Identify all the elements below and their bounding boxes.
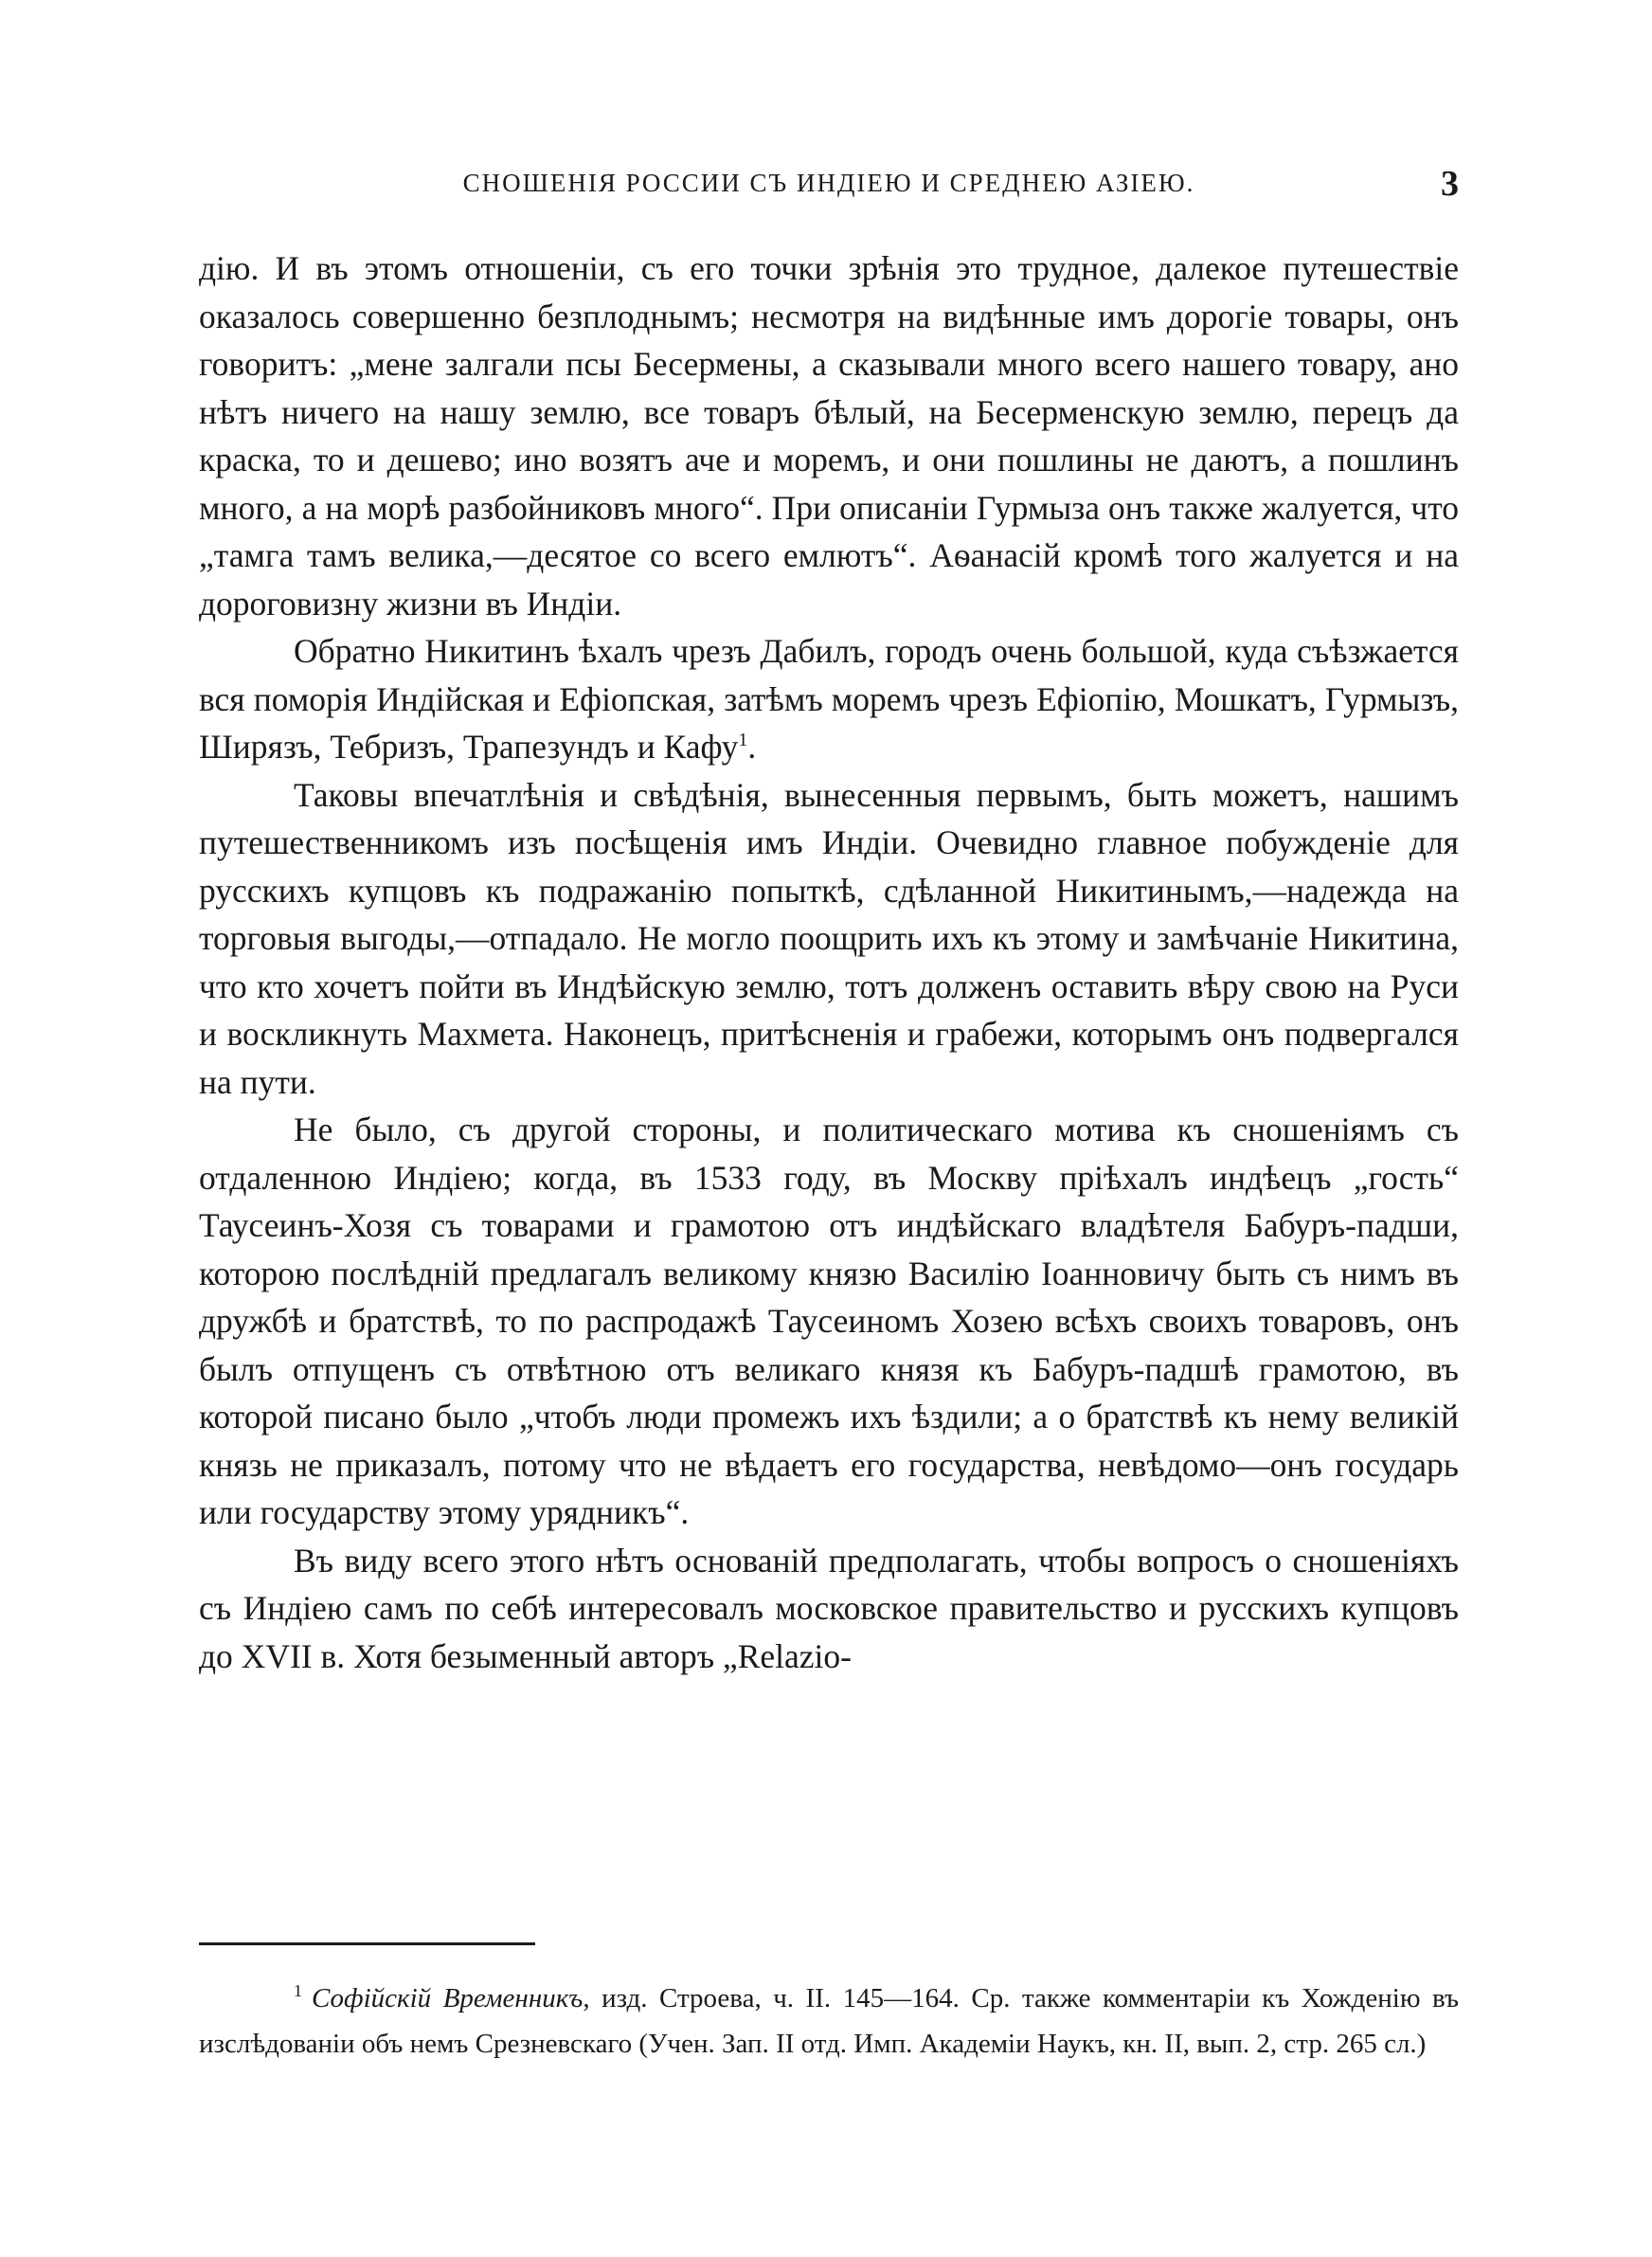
page-number: 3 (1441, 164, 1459, 204)
paragraph (199, 1106, 1459, 1537)
footnote-source-title: Софійскій Временникъ (312, 1983, 584, 2013)
paragraph-text: дію. И въ этомъ отношеніи, съ его точки зрѣнія это трудное, далекое путешествіе оказалось совершенно безплоднымъ; несмотря на видѣнные имъ дорогіе товары, онъ говоритъ: „мене залгали псы Бесермены, а сказывали много всего нашего товару, ано нѣтъ ничего на нашу землю, все товаръ бѣлый, на Бесерменскую землю, перецъ да краска, то и дешево; ино возятъ аче и моремъ, и они пошлины не даютъ, а пошлинъ много, а на морѣ разбойниковъ много“. При описаніи Гурмыза онъ также жалуется, что „тамга тамъ велика,—десятое со всего емлютъ“. Аѳанасій кромѣ того жалуется и на дороговизну жизни въ Индіи. (199, 249, 1459, 623)
page-header (199, 164, 1459, 216)
footnote-reference: 1 (738, 730, 748, 751)
footnote (199, 1976, 1459, 2067)
body-text (199, 244, 1459, 1680)
paragraph-text: Не было, съ другой стороны, и политическаго мотива къ сношеніямъ съ отдаленною Индіею; когда, въ 1533 году, въ Москву пріѣхалъ индѣецъ „гость“ Таусеинъ-Хозя съ товарами и грамотою отъ индѣйскаго владѣтеля Бабуръ-падши, которою послѣдній предлагалъ великому князю Василію Іоанновичу быть съ нимъ въ дружбѣ и братствѣ, то по распродажѣ Таусеиномъ Хозею всѣхъ своихъ товаровъ, онъ былъ отпущенъ съ отвѣтною отъ великаго князя къ Бабуръ-падшѣ грамотою, въ которой писано было „чтобъ люди промежъ ихъ ѣздили; а о братствѣ къ нему великій князь не приказалъ, потому что не вѣдаетъ его государства, невѣдомо—онъ государь или государству этому урядникъ“. (199, 1110, 1459, 1531)
footnotes (199, 1976, 1459, 2067)
paragraph-continued (199, 244, 1459, 627)
document-page (199, 0, 1459, 2257)
paragraph-text: Таковы впечатлѣнія и свѣдѣнія, вынесенныя первымъ, быть можетъ, нашимъ путешественникомъ изъ посѣщенія имъ Индіи. Очевидно главное побужденіе для русскихъ купцовъ къ подражанію попыткѣ, сдѣланной Никитинымъ,—надежда на торговыя выгоды,—отпадало. Не могло поощрить ихъ къ этому и замѣчаніе Никитина, что кто хочетъ пойти въ Индѣйскую землю, тотъ долженъ оставить вѣру свою на Руси и воскликнуть Махмета. Наконецъ, притѣсненія и грабежи, которымъ онъ подвергался на пути. (199, 775, 1459, 1101)
paragraph-text: Обратно Никитинъ ѣхалъ чрезъ Дабилъ, городъ очень большой, куда съѣзжается вся поморія Индійская и Ефіопская, затѣмъ моремъ чрезъ Ефіопію, Мошкатъ, Гурмызъ, Ширязъ, Тебризъ, Трапезундъ и Кафу (199, 632, 1459, 766)
running-title: СНОШЕНІЯ РОССИИ СЪ ИНДІЕЮ И СРЕДНЕЮ АЗІЕЮ. (462, 169, 1195, 197)
paragraph (199, 1537, 1459, 1681)
footnote-mark: 1 (294, 1981, 302, 2001)
paragraph (199, 771, 1459, 1107)
footnote-text: , изд. Строева, ч. II. 145—164. Ср. также комментаріи къ Хожденію въ изслѣдованіи объ немъ Срезневскаго (Учен. Зап. II отд. Имп. Академіи Наукъ, кн. II, вып. 2, стр. 265 сл.) (199, 1983, 1459, 2059)
paragraph-text: Въ виду всего этого нѣтъ основаній предполагать, чтобы вопросъ о сношеніяхъ съ Индіею самъ по себѣ интересовалъ московское правительство и русскихъ купцовъ до XVII в. Хотя безыменный авторъ „Relazio- (199, 1541, 1459, 1675)
footnote-divider (199, 1942, 535, 1945)
paragraph: Обратно Никитинъ ѣхалъ чрезъ Дабилъ, городъ очень большой, куда съѣзжается вся поморія Индійская и Ефіопская, затѣмъ моремъ чрезъ Ефіопію, Мошкатъ, Гурмызъ, Ширязъ, Тебризъ, Трапезундъ и Кафу$^1$. (199, 632, 1459, 766)
